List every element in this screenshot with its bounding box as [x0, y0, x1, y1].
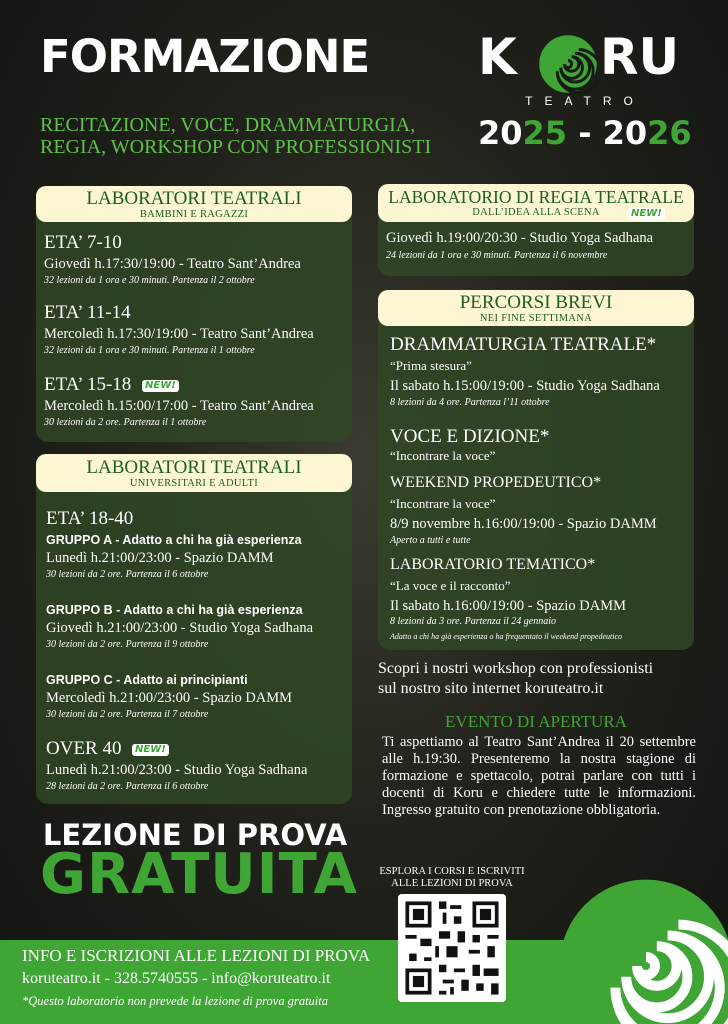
workshop-line: Scopri i nostri workshop con professionisti — [378, 660, 654, 677]
course-note: 28 lezioni da 2 ore. Partenza il 6 ottobre — [46, 781, 209, 792]
panel-universitari-adulti — [36, 454, 352, 804]
course-title: WEEKEND PROPEDEUTICO* — [390, 474, 602, 491]
course-subtitle: “Prima stesura” — [390, 358, 472, 373]
course-subtitle: “Incontrare la voce” — [390, 496, 496, 511]
new-badge: NEW! — [132, 744, 169, 756]
group-name: GRUPPO A - Adatto a chi ha già esperienza — [46, 533, 302, 547]
schedule-line: Il sabato h.16:00/19:00 - Spazio DAMM — [390, 598, 627, 614]
course-subtitle: “Incontrare la voce” — [390, 448, 496, 463]
schedule-line: Il sabato h.15:00/19:00 - Studio Yoga Sadhana — [390, 378, 660, 394]
schedule-line: Giovedì h.19:00/20:30 - Studio Yoga Sadhana — [386, 230, 654, 246]
new-badge: NEW! — [628, 208, 665, 220]
schedule-line: Lunedì h.21:00/23:00 - Spazio DAMM — [46, 550, 274, 566]
group-name: GRUPPO C - Adatto ai principianti — [46, 673, 248, 687]
footer-contacts: koruteatro.it - 328.5740555 - info@koruteatro.it — [22, 970, 331, 987]
course-note: 24 lezioni da 1 ora e 30 minuti. Partenza il 6 novembre — [386, 250, 608, 261]
age-group-title: ETA’ 11-14 — [44, 302, 131, 323]
course-note: 8 lezioni da 4 ore. Partenza l’11 ottobre — [390, 397, 550, 408]
course-title: DRAMMATURGIA TEATRALE* — [390, 334, 657, 355]
schedule-line: 8/9 novembre h.16:00/19:00 - Spazio DAMM — [390, 516, 657, 532]
course-note: 32 lezioni da 1 ora e 30 minuti. Partenza il 2 ottobre — [44, 275, 255, 286]
course-subtitle: “La voce e il racconto” — [390, 578, 511, 593]
panel-header: LABORATORI TEATRALI UNIVERSITARI E ADULTI — [36, 454, 352, 492]
course-note: 8 lezioni da 3 ore. Partenza il 24 gennaio — [390, 616, 557, 627]
evento-text: Ti aspettiamo al Teatro Sant’Andrea il 20 settembre alle h.19:30. Presenteremo la nostra stagione di formazione e spettacolo, potrai parlare con tutti i docenti di Koru e chiedere tutte le informazioni. Ingresso gratuito con prenotazione obbligatoria. — [382, 734, 696, 818]
logo-letters-ru: RU — [600, 28, 680, 86]
course-note: 30 lezioni da 2 ore. Partenza il 7 ottobre — [46, 709, 209, 720]
age-group-title: ETA’ 18-40 — [46, 508, 134, 529]
koru-spiral-icon — [538, 34, 598, 94]
panel-bambini-ragazzi — [36, 186, 352, 442]
season-years: 2025 - 2026 — [478, 114, 692, 152]
course-note: 30 lezioni da 2 ore. Partenza il 6 ottobre — [46, 569, 209, 580]
gratuita-label: GRATUITA — [40, 842, 358, 907]
poster-subtitle: RECITAZIONE, VOCE, DRAMMATURGIA, REGIA, WORKSHOP CON PROFESSIONISTI — [40, 114, 432, 158]
schedule-line: Mercoledì h.15:00/17:00 - Teatro Sant’Andrea — [44, 398, 314, 414]
schedule-line: Mercoledì h.17:30/19:00 - Teatro Sant’Andrea — [44, 326, 314, 342]
course-title: LABORATORIO TEMATICO* — [390, 556, 596, 573]
age-group-title: ETA’ 15-18 — [44, 374, 132, 395]
qr-code-icon[interactable] — [398, 894, 506, 1002]
logo-letter-k: K — [478, 28, 517, 86]
age-group-title: OVER 40 — [46, 738, 122, 759]
logo-subtitle: TEATRO — [525, 94, 645, 108]
course-note: 32 lezioni da 1 ora e 30 minuti. Partenza il 1 ottobre — [44, 345, 255, 356]
course-note: Adatto a chi ha già esperienza o ha frequentato il weekend propedeutico — [390, 632, 623, 641]
workshop-line: sul nostro sito internet koruteatro.it — [378, 680, 604, 697]
schedule-line: Mercoledì h.21:00/23:00 - Spazio DAMM — [46, 690, 293, 706]
evento-title: EVENTO DI APERTURA — [445, 712, 627, 731]
course-note: 30 lezioni da 2 ore. Partenza il 9 ottobre — [46, 639, 209, 650]
panel-header: LABORATORIO DI REGIA TEATRALE DALL’IDEA ALLA SCENA — [378, 184, 694, 222]
qr-label: ESPLORA I CORSI E ISCRIVITI ALLE LEZIONI DI PROVA — [379, 866, 525, 889]
footer-footnote: *Questo laboratorio non prevede la lezione di prova gratuita — [22, 994, 328, 1008]
lezione-di-prova: LEZIONE DI PROVA — [42, 818, 348, 852]
panel-header: PERCORSI BREVI NEI FINE SETTIMANA — [378, 290, 694, 326]
panel-regia-teatrale — [378, 184, 694, 276]
new-badge: NEW! — [142, 380, 179, 392]
schedule-line: Lunedì h.21:00/23:00 - Studio Yoga Sadhana — [46, 762, 308, 778]
footer-info: INFO E ISCRIZIONI ALLE LEZIONI DI PROVA — [22, 946, 371, 965]
poster-title: FORMAZIONE — [40, 30, 370, 83]
koru-spiral-icon — [556, 876, 728, 1024]
age-group-title: ETA’ 7-10 — [44, 232, 122, 253]
schedule-line: Giovedì h.21:00/23:00 - Studio Yoga Sadhana — [46, 620, 314, 636]
course-title: VOCE E DIZIONE* — [390, 426, 550, 447]
panel-percorsi-brevi — [378, 290, 694, 650]
panel-header: LABORATORI TEATRALI BAMBINI E RAGAZZI — [36, 186, 352, 222]
group-name: GRUPPO B - Adatto a chi ha già esperienza — [46, 603, 303, 617]
course-note: Aperto a tutti e tutte — [390, 535, 471, 546]
schedule-line: Giovedì h.17:30/19:00 - Teatro Sant’Andrea — [44, 256, 301, 272]
course-note: 30 lezioni da 2 ore. Partenza il 1 ottobre — [44, 417, 207, 428]
